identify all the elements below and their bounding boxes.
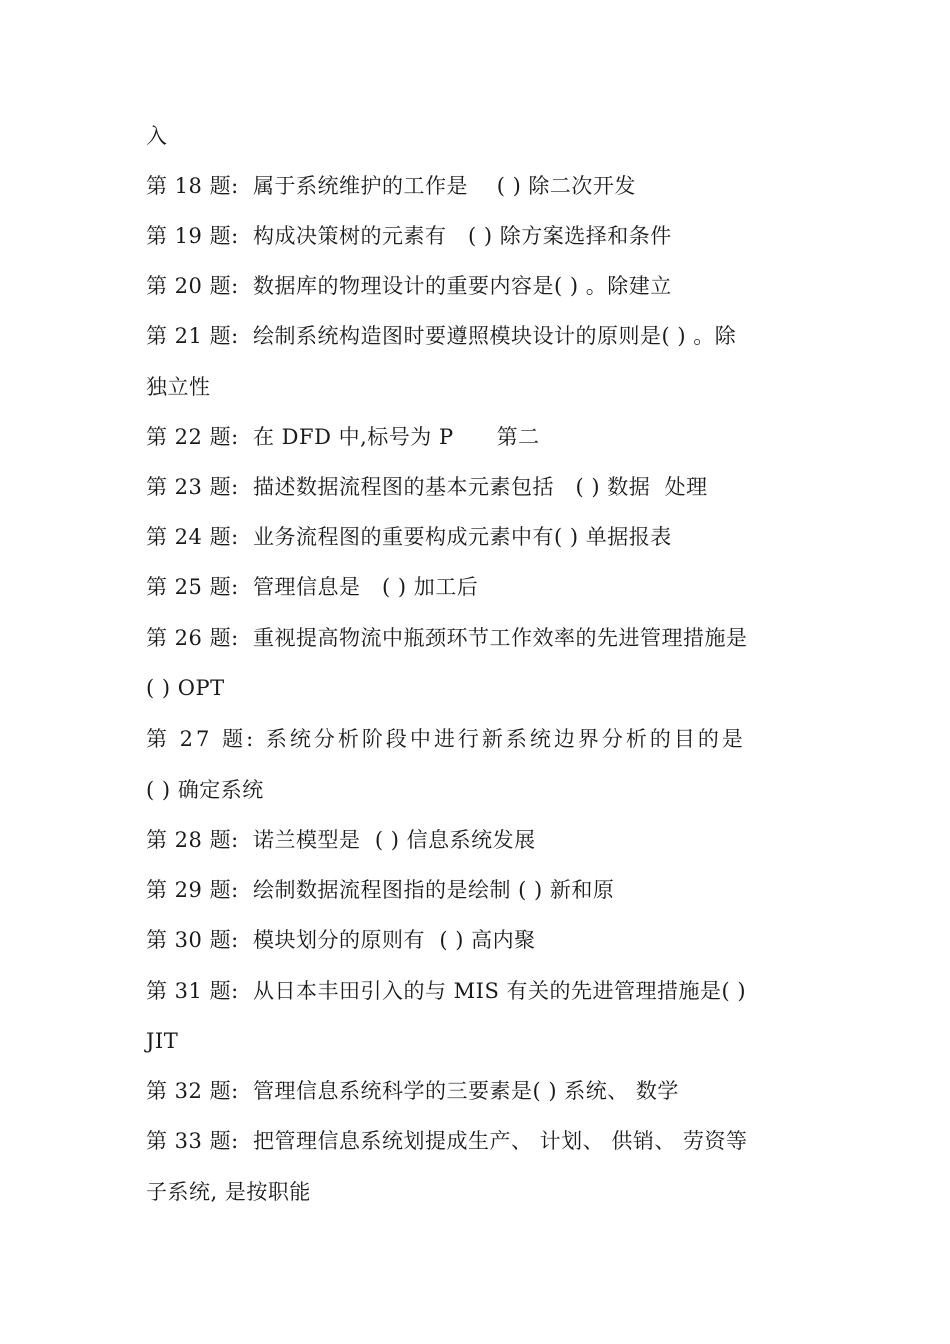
question-31: 第 31 题: 从日本丰田引入的与 MIS 有关的先进管理措施是( ) bbox=[146, 979, 747, 1003]
question-28: 第 28 题: 诺兰模型是 ( ) 信息系统发展 bbox=[146, 828, 536, 852]
question-20: 第 20 题: 数据库的物理设计的重要内容是( ) 。除建立 bbox=[146, 274, 672, 298]
question-32: 第 32 题: 管理信息系统科学的三要素是( ) 系统、 数学 bbox=[146, 1079, 679, 1103]
question-25: 第 25 题: 管理信息是 ( ) 加工后 bbox=[146, 575, 479, 599]
question-33: 第 33 题: 把管理信息系统划提成生产、 计划、 供销、 劳资等 bbox=[146, 1129, 748, 1153]
question-21: 第 21 题: 绘制系统构造图时要遵照模块设计的原则是( ) 。除 bbox=[146, 324, 737, 348]
question-30: 第 30 题: 模块划分的原则有 ( ) 高内聚 bbox=[146, 928, 536, 952]
question-21-continued: 独立性 bbox=[146, 375, 211, 399]
question-22: 第 22 题: 在 DFD 中,标号为 P 第二 bbox=[146, 425, 540, 449]
text-line: 入 bbox=[146, 124, 168, 148]
question-24: 第 24 题: 业务流程图的重要构成元素中有( ) 单据报表 bbox=[146, 525, 672, 549]
question-26: 第 26 题: 重视提高物流中瓶颈环节工作效率的先进管理措施是 bbox=[146, 626, 748, 650]
question-29: 第 29 题: 绘制数据流程图指的是绘制 ( ) 新和原 bbox=[146, 878, 615, 902]
question-31-continued: JIT bbox=[146, 1029, 179, 1053]
question-27: 第 27 题: 系统分析阶段中进行新系统边界分析的目的是 bbox=[146, 727, 746, 751]
question-23: 第 23 题: 描述数据流程图的基本元素包括 ( ) 数据 处理 bbox=[146, 475, 708, 499]
question-27-continued: ( ) 确定系统 bbox=[146, 778, 264, 802]
question-18: 第 18 题: 属于系统维护的工作是 ( ) 除二次开发 bbox=[146, 174, 636, 198]
question-26-continued: ( ) OPT bbox=[146, 676, 225, 700]
question-33-continued: 子系统, 是按职能 bbox=[146, 1180, 311, 1204]
question-19: 第 19 题: 构成决策树的元素有 ( ) 除方案选择和条件 bbox=[146, 224, 672, 248]
